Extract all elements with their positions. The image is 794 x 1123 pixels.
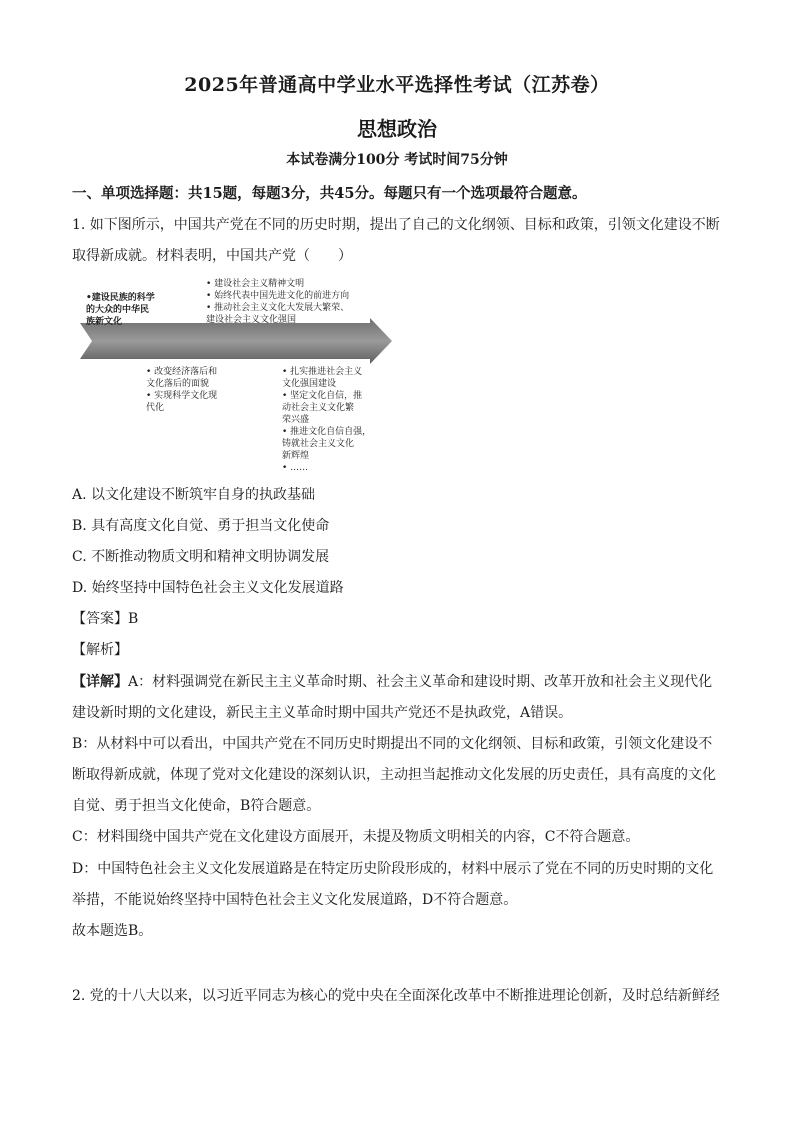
q1-stem-line1: 1. 如下图所示，中国共产党在不同的历史时期，提出了自己的文化纲领、目标和政策，引领文化建设不断 [72, 217, 720, 233]
detail-tag: 【详解】 [72, 674, 128, 690]
q1-option-a: A. 以文化建设不断筑牢自身的执政基础 [72, 487, 316, 503]
culture-policy-diagram [80, 274, 392, 473]
detail-line-5: 自觉、勇于担当文化使命，B符合题意。 [72, 798, 321, 814]
detail-conclusion: 故本题选B。 [72, 923, 153, 939]
detail-line-1: 【详解】A：材料强调党在新民主主义革命时期、社会主义革命和建设时期、改革开放和社会主义现代化 [72, 674, 713, 690]
exam-title: 2025年普通高中学业水平选择性考试（江苏卷） [184, 74, 610, 96]
exam-info: 本试卷满分100分 考试时间75分钟 [286, 152, 508, 168]
detail-line-6: C：材料围绕中国共产党在文化建设方面展开，未提及物质文明相关的内容，C不符合题意。 [72, 829, 640, 845]
q2-stem-line1: 2. 党的十八大以来，以习近平同志为核心的党中央在全面深化改革中不断推进理论创新，及时总结新鲜经 [72, 988, 720, 1004]
detail-line-2: 建设新时期的文化建设，新民主主义革命时期中国共产党还不是执政党，A错误。 [72, 705, 573, 721]
detail-line-8: 举措，不能说始终坚持中国特色社会主义文化发展道路，D不符合题意。 [72, 892, 518, 908]
detail-line-3: B：从材料中可以看出，中国共产党在不同历史时期提出不同的文化纲领、目标和政策，引领文化建设不 [72, 736, 713, 752]
detail-line-7: D：中国特色社会主义文化发展道路是在特定历史阶段形成的，材料中展示了党在不同的历史时期的文化 [72, 861, 714, 877]
subject-title: 思想政治 [357, 117, 437, 141]
q1-stem-line2: 取得新成就。材料表明，中国共产党（ ） [72, 248, 352, 264]
answer-tag: 【答案】 [72, 611, 128, 627]
detail-line-4: 断取得新成就，体现了党对文化建设的深刻认识，主动担当起推动文化发展的历史责任，具有高度的文化 [72, 767, 716, 783]
q1-option-b: B. 具有高度文化自觉、勇于担当文化使命 [72, 518, 330, 534]
diagram-top-left-text: •建设民族的科学 的大众的中华民 族新文化 [86, 293, 155, 327]
diagram-top-right-text: • 建设社会主义精神文明 • 始终代表中国先进文化的前进方向 • 推动社会主义文化大发展大繁荣、 建设社会主义文化强国 [206, 279, 350, 325]
diagram-bottom-left-text: • 改变经济落后和 文化落后的面貌 • 实现科学文化现 代化 [146, 367, 218, 413]
q1-answer [72, 608, 138, 628]
analysis-tag: 【解析】 [72, 642, 128, 658]
q1-option-c: C. 不断推动物质文明和精神文明协调发展 [72, 549, 330, 565]
section-heading: 一、单项选择题：共15题，每题3分，共45分。每题只有一个选项最符合题意。 [72, 185, 587, 202]
diagram-bottom-right-text: • 扎实推进社会主义 文化强国建设 • 坚定文化自信，推 动社会主义文化繁 荣兴盛 • 推进文化自信自强， 铸就社会主义文化 新辉煌 • …… [282, 367, 372, 473]
answer-value: B [128, 611, 139, 627]
q1-option-d: D. 始终坚持中国特色社会主义文化发展道路 [72, 580, 344, 596]
